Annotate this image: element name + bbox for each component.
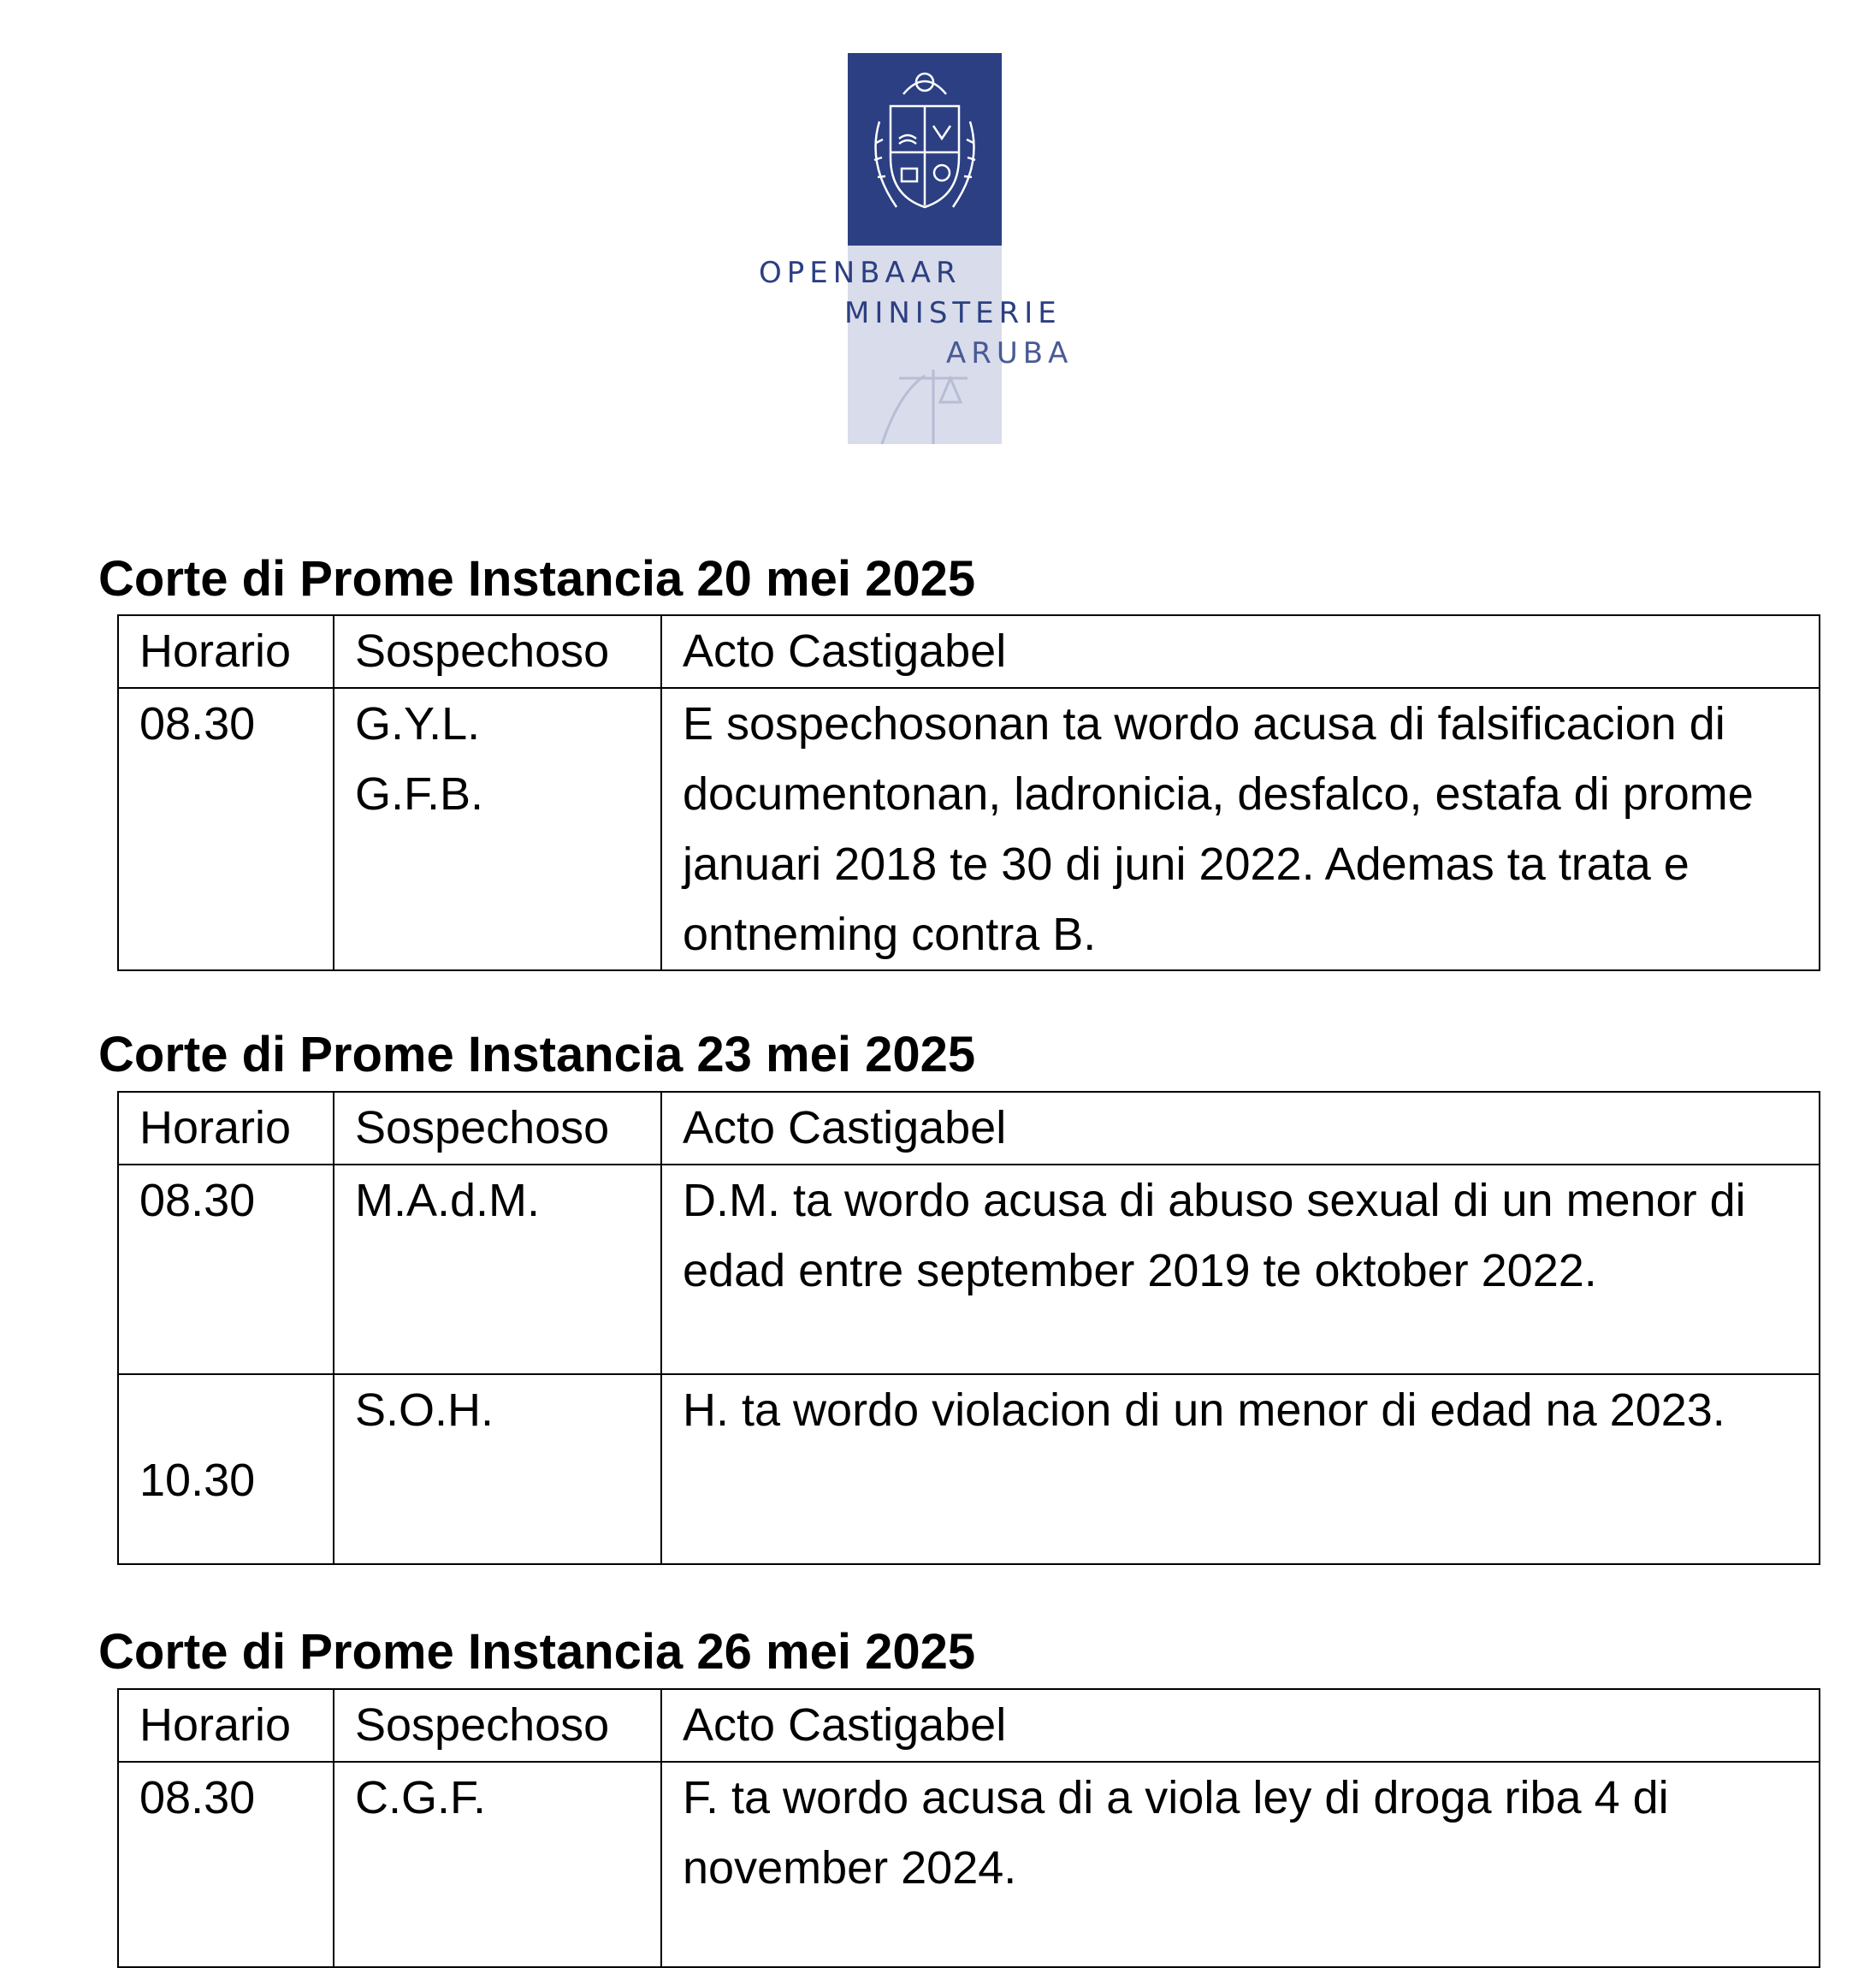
schedule-table [117,1688,1820,1968]
suspect-initials: C.G.F. [355,1772,487,1823]
suspect-initials: G.F.B. [355,768,484,820]
header-time: Horario [118,1689,334,1762]
crest-icon [861,62,989,237]
header-suspect: Sospechoso [334,615,661,688]
table-row [118,1374,1820,1564]
logo-text-ministerie: MINISTERIE [844,296,1062,330]
time-cell: 08.30 [118,1165,334,1374]
table-row [118,1762,1820,1967]
table-header-row [118,1092,1820,1165]
suspect-initials: G.Y.L. [355,698,481,750]
header-suspect: Sospechoso [334,1092,661,1165]
header-time: Horario [118,1092,334,1165]
section-title: Corte di Prome Instancia 20 mei 2025 [98,551,976,607]
logo-text-aruba: ARUBA [946,336,1074,370]
header-charge: Acto Castigabel [661,1092,1820,1165]
openbaar-ministerie-logo [759,53,1101,447]
suspect-initials: S.O.H. [355,1384,494,1436]
schedule-table [117,1091,1820,1565]
header-time: Horario [118,615,334,688]
charge-cell: H. ta wordo violacion di un menor di edad na 2023. [661,1374,1820,1564]
table-header-row [118,615,1820,688]
time-cell: 08.30 [118,1762,334,1967]
charge-cell: E sospechosonan ta wordo acusa di falsificacion di documentonan, ladronicia, desfalco, estafa di prome januari 2018 te 30 di juni 2022. Ademas ta trata e ontneming contra B. [661,688,1820,970]
header-charge: Acto Castigabel [661,1689,1820,1762]
header-suspect: Sospechoso [334,1689,661,1762]
charge-cell: F. ta wordo acusa di a viola ley di droga riba 4 di november 2024. [661,1762,1820,1967]
suspect-cell [334,1374,661,1564]
charge-cell: D.M. ta wordo acusa di abuso sexual di un menor di edad entre september 2019 te oktober 2022. [661,1165,1820,1374]
justice-scale-icon [848,361,1002,444]
section-title: Corte di Prome Instancia 26 mei 2025 [98,1624,976,1680]
header-charge: Acto Castigabel [661,615,1820,688]
suspect-cell [334,1165,661,1374]
suspect-cell [334,688,661,970]
section-title: Corte di Prome Instancia 23 mei 2025 [98,1027,976,1082]
logo-text-openbaar: OPENBAAR [759,256,962,290]
time-cell: 10.30 [118,1374,334,1564]
table-row [118,688,1820,970]
suspect-cell [334,1762,661,1967]
table-header-row [118,1689,1820,1762]
table-row [118,1165,1820,1374]
schedule-table [117,614,1820,971]
suspect-initials: M.A.d.M. [355,1175,541,1226]
time-cell: 08.30 [118,688,334,970]
